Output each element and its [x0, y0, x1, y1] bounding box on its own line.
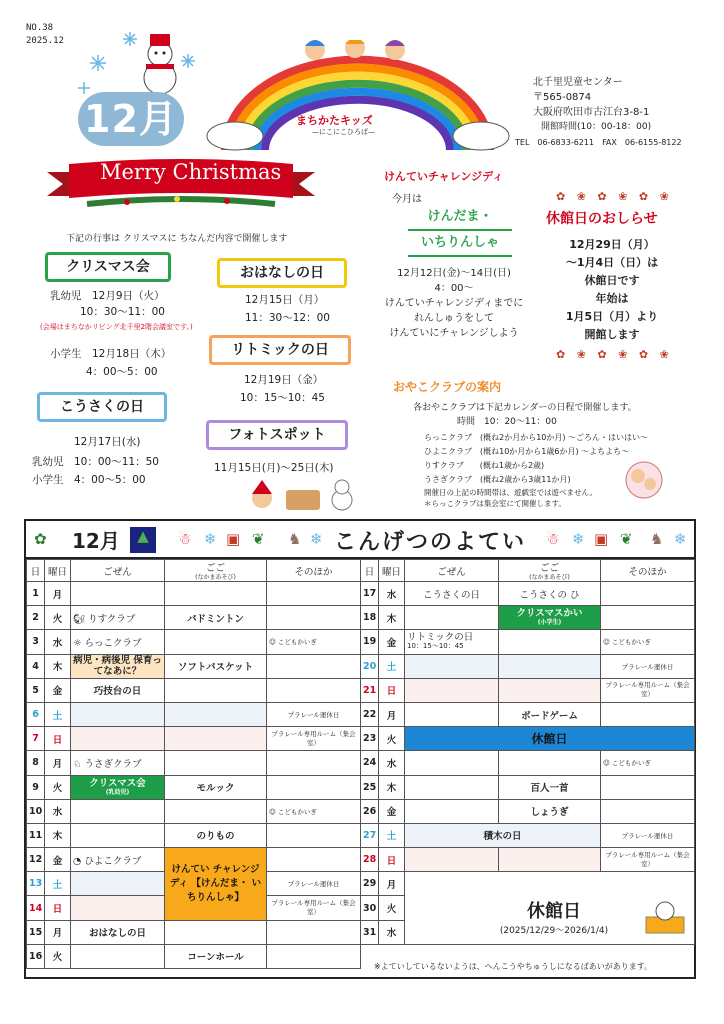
morning-subtext: (乳幼児) — [105, 788, 130, 796]
other-cell — [601, 751, 695, 775]
day-number: 21 — [361, 678, 379, 702]
day-number: 31 — [361, 920, 379, 944]
day-number: 18 — [361, 606, 379, 630]
calendar-footnote: ※よていしているないようは、へんこうやちゅうしになるばあいがあります。 — [374, 962, 653, 971]
afternoon-cell: のりもの — [165, 823, 267, 847]
other-text: こどもかいぎ — [611, 759, 651, 768]
table-row — [27, 606, 361, 630]
gift-icon: ▣ — [226, 530, 241, 548]
photo-spot-dates: 11月15日(月)～25日(木) — [214, 462, 334, 474]
other-cell: プラレール専用ルーム（集会室） — [267, 896, 361, 920]
event-title-photo-spot: フォトスポット — [206, 420, 348, 450]
kentei-dates: 12月12日(金)～14日(日) — [397, 268, 511, 279]
day-number: 29 — [361, 872, 379, 896]
morning-cell: こうさくの日 — [405, 582, 499, 606]
calendar-title: こんげつのよてい — [334, 530, 527, 555]
weekday: 水 — [379, 582, 405, 606]
header-afternoon-sub: (なかまあそび) — [529, 574, 570, 581]
christmas-party-student-date: 小学生 12月18日（木） — [50, 348, 172, 360]
day-number: 6 — [27, 702, 45, 726]
parent-child-illustration — [618, 458, 670, 502]
day-number: 24 — [361, 751, 379, 775]
header-morning: ごぜん — [71, 560, 165, 582]
weekday: 月 — [379, 872, 405, 896]
closed-notice-body — [548, 236, 676, 344]
table-row — [27, 751, 361, 775]
table-row — [27, 799, 361, 823]
day-number: 27 — [361, 823, 379, 847]
table-row — [361, 775, 695, 799]
day-number: 13 — [27, 872, 45, 896]
weekday: 日 — [379, 848, 405, 872]
table-row — [27, 582, 361, 606]
afternoon-cell — [499, 606, 601, 630]
table-row — [361, 678, 695, 702]
oyako-club-item: ひよこクラブ (概ね10か月から1歳6か月) ～よちよち～ — [424, 447, 630, 456]
header-weekday: 曜日 — [379, 560, 405, 582]
table-row — [361, 727, 695, 751]
postal-code: 〒565-0874 — [533, 92, 592, 103]
otter-icon: ☼ — [73, 637, 85, 649]
story-time: 11：30～12：00 — [245, 312, 330, 324]
table-row — [27, 654, 361, 678]
other-cell — [601, 630, 695, 654]
reindeer-icon: ♞ — [288, 530, 302, 548]
kids-meeting-icon: ☺ — [269, 807, 278, 816]
event-title-craft: こうさくの日 — [37, 392, 167, 422]
calendar-month: 12月 — [72, 529, 120, 553]
day-number: 11 — [27, 823, 45, 847]
weekday: 土 — [379, 823, 405, 847]
weekday: 木 — [45, 823, 71, 847]
santa-icon — [248, 478, 358, 514]
table-row — [361, 751, 695, 775]
table-row — [361, 702, 695, 726]
kentei-time: 4：00～ — [434, 283, 474, 294]
morning-text: クリスマス会 — [89, 777, 146, 789]
morning-text: うさぎクラブ — [84, 758, 142, 770]
weekday: 火 — [45, 775, 71, 799]
day-number: 16 — [27, 944, 45, 968]
header-afternoon-sub: (なかまあそび) — [195, 574, 236, 581]
weekday: 水 — [45, 799, 71, 823]
kentei-items — [408, 205, 512, 257]
morning-text: リトミックの日 — [407, 632, 474, 644]
cat-kotatsu-illustration — [640, 897, 690, 937]
oyako-club-item: うさぎクラブ (概ね2歳から3歳11か月) — [424, 475, 571, 484]
weekday: 木 — [379, 606, 405, 630]
kentei-title: けんていチャレンジディ — [384, 170, 504, 183]
oyako-lead: 各おやこクラブは下記カレンダーの日程で開催します。 — [413, 403, 637, 413]
day-number: 2 — [27, 606, 45, 630]
chick-icon: ◔ — [73, 855, 85, 867]
christmas-party-venue-note: (会場はまちなかリビング北千里2階会議室です。) — [40, 323, 193, 331]
table-row — [27, 702, 361, 726]
morning-text: りすクラブ — [88, 613, 136, 625]
closed-line: ～1月4日（日）は — [565, 256, 659, 269]
header-other: そのほか — [267, 560, 361, 582]
kentei-item: けんだま・ — [408, 205, 512, 231]
day-number: 3 — [27, 630, 45, 654]
issue-number: NO.38 — [26, 23, 54, 33]
table-row — [361, 872, 695, 896]
weekday: 火 — [379, 727, 405, 751]
kids-meeting-icon: ☺ — [603, 759, 612, 768]
squirrel-icon: 🐿 — [73, 613, 89, 625]
morning-text: らっこクラブ — [84, 637, 142, 649]
oyako-footnote — [424, 487, 597, 509]
other-cell — [267, 799, 361, 823]
day-number: 8 — [27, 751, 45, 775]
other-cell: プラレール専用ルーム（集会室） — [267, 727, 361, 751]
weekday: 土 — [45, 702, 71, 726]
closed-line: 開館します — [584, 328, 640, 341]
morning-subtext: 10：15～10：45 — [407, 642, 464, 651]
table-row — [361, 582, 695, 606]
day-number: 26 — [361, 799, 379, 823]
weekday: 水 — [379, 920, 405, 944]
christmas-party-infant-time: 10：30～11：00 — [80, 306, 165, 318]
weekday: 火 — [379, 896, 405, 920]
craft-date: 12月17日(水) — [74, 436, 141, 448]
header-morning: ごぜん — [405, 560, 499, 582]
xmas-note: 下記の行事は クリスマスに ちなんだ内容で開催します — [66, 234, 288, 244]
morning-cell — [71, 751, 165, 775]
weekday: 月 — [379, 702, 405, 726]
other-cell: プラレール専用ルーム（集会室） — [601, 848, 695, 872]
header-day: 日 — [27, 560, 45, 582]
table-row — [361, 848, 695, 872]
morning-cell — [71, 606, 165, 630]
other-cell: プラレール運休日 — [601, 823, 695, 847]
afternoon-cell: ソフトバスケット — [165, 654, 267, 678]
afternoon-cell: バドミントン — [165, 606, 267, 630]
issue-info — [26, 22, 64, 48]
table-row — [27, 823, 361, 847]
table-row — [27, 727, 361, 751]
other-cell — [267, 630, 361, 654]
day-number: 9 — [27, 775, 45, 799]
afternoon-cell: しょうぎ — [499, 799, 601, 823]
afternoon-cell: ボードゲーム — [499, 702, 601, 726]
rhythmic-time: 10：15～10：45 — [240, 392, 325, 404]
issue-date: 2025.12 — [26, 36, 64, 46]
closed-line: 休館日です — [584, 274, 640, 287]
ornament-row-icon: ✿ ❀ ✿ ❀ ✿ ❀ — [556, 348, 673, 361]
kentei-line: けんていにチャレンジしよう — [389, 328, 519, 339]
day-number: 10 — [27, 799, 45, 823]
weekday: 月 — [45, 920, 71, 944]
oyako-club-item: らっこクラブ (概ね2か月から10か月) ～ごろん・はいはい～ — [424, 433, 649, 442]
day-number: 14 — [27, 896, 45, 920]
table-row — [361, 823, 695, 847]
address: 大阪府吹田市古江台3-8-1 — [533, 107, 650, 118]
header-day: 日 — [361, 560, 379, 582]
header-afternoon-label: ごご — [205, 563, 225, 574]
weekday: 日 — [379, 678, 405, 702]
day-number: 15 — [27, 920, 45, 944]
closed-notice-title: 休館日のおしらせ — [546, 211, 658, 227]
organization-info — [515, 75, 682, 150]
afternoon-cell: 積木の日 — [405, 823, 601, 847]
other-cell: プラレール専用ルーム（集会室） — [601, 678, 695, 702]
other-text: こどもかいぎ — [277, 638, 317, 647]
oyako-club-lead — [413, 401, 637, 429]
weekday: 木 — [379, 775, 405, 799]
afternoon-cell: モルック — [165, 775, 267, 799]
calendar-table-left — [26, 559, 361, 969]
table-row — [27, 920, 361, 944]
day-number: 23 — [361, 727, 379, 751]
gift-icon: ▣ — [594, 530, 609, 548]
day-number: 28 — [361, 848, 379, 872]
oyako-foot-line: ＊らっこクラブは集会室にて開催します。 — [424, 499, 566, 508]
header-afternoon — [499, 560, 601, 582]
oyako-foot-line: 開催日の上記の時間帯は、遊戯室では遊べません。 — [424, 488, 597, 497]
day-number: 4 — [27, 654, 45, 678]
rhythmic-date: 12月19日（金） — [244, 374, 324, 386]
closed-period-range: (2025/12/29～2026/1/4) — [499, 926, 609, 936]
santa-icon: ☃ — [546, 530, 560, 548]
afternoon-text: クリスマスかい — [516, 608, 583, 620]
day-number: 22 — [361, 702, 379, 726]
morning-cell — [405, 630, 499, 654]
oyako-club-title: おやこクラブの案内 — [393, 380, 502, 394]
weekday: 金 — [379, 630, 405, 654]
org-name: 北千里児童センター — [533, 77, 623, 88]
weekday: 日 — [45, 727, 71, 751]
holly-icon: ✿ — [34, 530, 47, 548]
logo-subtext: —にこにこひろば— — [312, 128, 375, 136]
kentei-line: けんていチャレンジディまでに — [384, 298, 524, 309]
morning-cell — [71, 630, 165, 654]
event-title-christmas-party: クリスマス会 — [45, 252, 171, 282]
kentei-body — [372, 266, 536, 341]
morning-text: ひよこクラブ — [84, 855, 142, 867]
afternoon-cell: こうさくの ひ — [499, 582, 601, 606]
monthly-calendar — [24, 519, 696, 979]
other-cell: プラレール運休日 — [267, 872, 361, 896]
calendar-header — [26, 521, 694, 559]
christmas-party-infant-date: 乳幼児 12月9日（火） — [50, 290, 165, 302]
weekday: 水 — [379, 751, 405, 775]
day-number: 20 — [361, 654, 379, 678]
weekday: 月 — [45, 751, 71, 775]
table-row — [27, 848, 361, 872]
holly-icon: ❦ — [252, 530, 265, 548]
table-row — [27, 630, 361, 654]
other-text: こどもかいぎ — [277, 807, 317, 816]
day-number: 25 — [361, 775, 379, 799]
reindeer-icon: ♞ — [650, 530, 664, 548]
afternoon-cell: 百人一首 — [499, 775, 601, 799]
christmas-party-student-time: 4：00～5：00 — [86, 366, 158, 378]
story-date: 12月15日（月） — [245, 294, 325, 306]
snowflake-icon: ❄ — [674, 530, 687, 548]
snowflake-icon: ❄ — [572, 530, 585, 548]
morning-cell: 巧技台の日 — [71, 678, 165, 702]
calendar-table-right — [360, 559, 695, 945]
header-other: そのほか — [601, 560, 695, 582]
table-row — [27, 678, 361, 702]
table-row — [361, 654, 695, 678]
weekday: 金 — [379, 799, 405, 823]
snowman-icon — [70, 20, 200, 100]
day-number: 12 — [27, 848, 45, 872]
weekday: 日 — [45, 896, 71, 920]
closed-day-cell: 休館日 — [405, 727, 695, 751]
header-afternoon-label: ごご — [539, 563, 559, 574]
weekday: 土 — [45, 872, 71, 896]
month-badge: 12月 — [78, 92, 184, 146]
weekday: 土 — [379, 654, 405, 678]
kids-meeting-icon: ☺ — [603, 638, 612, 647]
kentei-line: れんしゅうをして — [414, 313, 494, 324]
morning-cell: 病児・病後児 保育ってなあに？ — [71, 654, 165, 678]
table-row — [27, 944, 361, 968]
other-cell: プラレール運休日 — [601, 654, 695, 678]
afternoon-cell-kentei: けんてい チャレンジディ 【けんだま・ いちりんしゃ】 — [165, 848, 267, 921]
snowflake-icon: ❄ — [204, 530, 217, 548]
weekday: 金 — [45, 678, 71, 702]
weekday: 月 — [45, 582, 71, 606]
snowflake-icon — [78, 32, 195, 94]
day-number: 30 — [361, 896, 379, 920]
afternoon-cell: コーンホール — [165, 944, 267, 968]
oyako-time: 時間 10：20～11：00 — [457, 417, 557, 427]
weekday: 木 — [45, 654, 71, 678]
oyako-club-item: りすクラブ (概ね1歳から2歳) — [424, 461, 545, 470]
snowflake-icon: ❄ — [310, 530, 323, 548]
closed-line: 年始は — [595, 292, 629, 305]
banner-text: Merry Christmas — [100, 160, 282, 184]
day-number: 19 — [361, 630, 379, 654]
santa-icon: ☃ — [178, 530, 192, 548]
event-title-story: おはなしの日 — [217, 258, 347, 288]
oyako-club-list — [424, 431, 648, 487]
christmas-tree-icon: ▲ — [130, 527, 156, 553]
day-number: 7 — [27, 727, 45, 751]
weekday: 火 — [45, 606, 71, 630]
ornament-row-icon: ✿ ❀ ✿ ❀ ✿ ❀ — [556, 190, 673, 203]
event-title-rhythmic: リトミックの日 — [209, 335, 351, 365]
opening-hours: 開館時間(10：00-18：00) — [541, 122, 652, 132]
table-row — [361, 606, 695, 630]
day-number: 5 — [27, 678, 45, 702]
other-cell: プラレール運休日 — [267, 702, 361, 726]
closed-line: 1月5日（月）より — [565, 310, 659, 323]
kentei-lead: 今月は — [392, 194, 422, 205]
rabbit-icon: ♘ — [73, 758, 85, 770]
table-row — [361, 630, 695, 654]
morning-cell — [71, 848, 165, 872]
holly-icon: ❦ — [620, 530, 633, 548]
other-text: こどもかいぎ — [611, 638, 651, 647]
weekday: 水 — [45, 630, 71, 654]
table-row — [27, 775, 361, 799]
logo-text: まちかたキッズ — [296, 114, 373, 127]
weekday: 金 — [45, 848, 71, 872]
closed-period-title: 休館日 — [527, 901, 581, 922]
craft-infant-time: 乳幼児 10：00～11：50 — [32, 456, 159, 468]
morning-cell — [71, 775, 165, 799]
table-row — [361, 799, 695, 823]
day-number: 1 — [27, 582, 45, 606]
kids-meeting-icon: ☺ — [269, 638, 278, 647]
header-weekday: 曜日 — [45, 560, 71, 582]
closed-line: 12月29日（月） — [569, 238, 655, 251]
closed-period-label — [484, 897, 624, 936]
afternoon-subtext: (小学生) — [537, 619, 562, 627]
kentei-item: いちりんしゃ — [408, 231, 512, 257]
header-afternoon — [165, 560, 267, 582]
craft-student-time: 小学生 4：00～5：00 — [32, 474, 146, 486]
day-number: 17 — [361, 582, 379, 606]
tel-fax: TEL 06-6833-6211 FAX 06-6155-8122 — [515, 138, 682, 147]
morning-cell: おはなしの日 — [71, 920, 165, 944]
weekday: 火 — [45, 944, 71, 968]
